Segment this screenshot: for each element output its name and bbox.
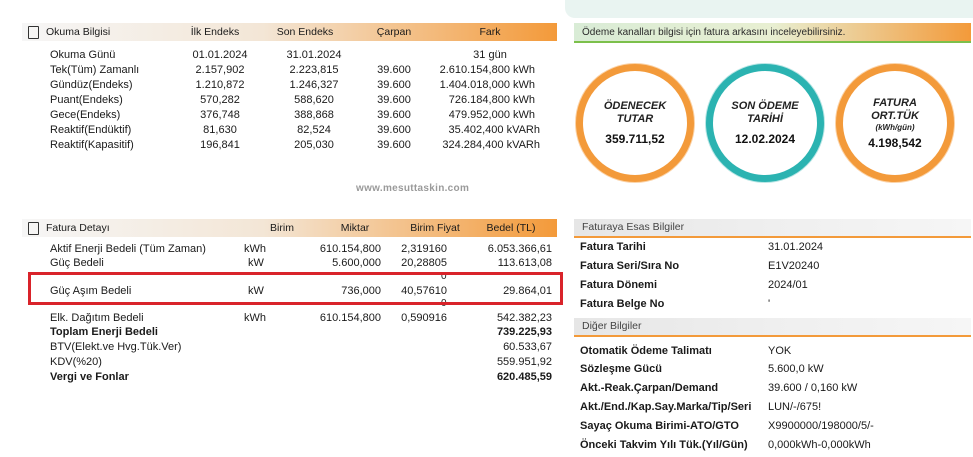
okuma-row-son: 82,524 xyxy=(297,124,331,136)
okuma-row-label: Puant(Endeks) xyxy=(50,94,123,106)
diger-row-value: 5.600,0 kW xyxy=(768,363,824,375)
fatura-row-birim: kWh xyxy=(244,312,266,324)
okuma-col-son: Son Endeks xyxy=(276,26,334,38)
odenecek-tutar-circle xyxy=(576,64,694,182)
odeme-banner-underline xyxy=(574,41,971,43)
diger-row-label: Akt./End./Kap.Say.Marka/Tip/Seri xyxy=(580,401,752,413)
odenecek-label-1: ÖDENECEK xyxy=(603,100,667,112)
fatura-row-label: Vergi ve Fonlar xyxy=(50,371,129,383)
fatura-row-miktar: 610.154,800 xyxy=(319,243,381,255)
esas-row-label: Fatura Dönemi xyxy=(580,279,658,291)
ortuk-label-2: ORT.TÜK xyxy=(871,109,919,122)
okuma-row-label: Okuma Günü xyxy=(50,49,116,61)
overflow-digit-bottom: 0 xyxy=(441,298,447,309)
okuma-row-ilk: 81,630 xyxy=(203,124,237,136)
fatura-row-miktar: 5.600,000 xyxy=(332,257,381,269)
okuma-row-fark: 324.284,400 kVARh xyxy=(442,139,540,151)
okuma-row-fark: 726.184,800 kWh xyxy=(448,94,535,106)
okuma-row-son: 2.223,815 xyxy=(289,64,339,76)
diger-header-underline xyxy=(574,335,971,337)
okuma-row-label: Reaktif(Kapasitif) xyxy=(50,139,134,151)
fatura-row-bedel: 113.613,08 xyxy=(497,257,552,269)
fatura-row-birim: kW xyxy=(248,285,264,297)
esas-row-label: Fatura Tarihi xyxy=(580,241,646,253)
okuma-col-carpan: Çarpan xyxy=(376,26,412,38)
fatura-row-bedel: 6.053.366,61 xyxy=(487,243,552,255)
meter-icon xyxy=(28,26,39,39)
ortuk-value: 4.198,542 xyxy=(868,135,922,150)
okuma-row-fark: 31 gün xyxy=(473,49,507,61)
ortuk-sub: (kWh/gün) xyxy=(875,122,915,132)
okuma-row-ilk: 570,282 xyxy=(200,94,240,106)
okuma-row-carpan: 39.600 xyxy=(377,124,411,136)
okuma-row-ilk: 376,748 xyxy=(200,109,240,121)
fatura-row-label: KDV(%20) xyxy=(50,356,102,368)
okuma-row-carpan: 39.600 xyxy=(377,94,411,106)
okuma-row-label: Gündüz(Endeks) xyxy=(50,79,133,91)
okuma-row-fark: 479.952,000 kWh xyxy=(448,109,535,121)
watermark: www.mesuttaskin.com xyxy=(356,183,470,194)
okuma-row-son: 1.246,327 xyxy=(289,79,339,91)
diger-row-label: Akt.-Reak.Çarpan/Demand xyxy=(580,382,719,394)
fatura-row-bedel: 542.382,23 xyxy=(496,312,552,324)
okuma-row-ilk: 1.210,872 xyxy=(195,79,245,91)
okuma-row-carpan: 39.600 xyxy=(377,79,411,91)
okuma-row-label: Tek(Tüm) Zamanlı xyxy=(50,64,140,76)
fatura-row-label: Toplam Enerji Bedeli xyxy=(50,326,158,338)
fatura-col-miktar: Miktar xyxy=(340,222,370,234)
okuma-row-ilk: 01.01.2024 xyxy=(192,49,248,61)
ortuk-label-1: FATURA xyxy=(873,96,917,109)
fatura-row-label: Aktif Enerji Bedeli (Tüm Zaman) xyxy=(50,243,206,255)
fatura-col-bedel: Bedel (TL) xyxy=(486,222,536,234)
fatura-row-fiyat: 20,28805 xyxy=(401,257,447,269)
fatura-row-birim: kWh xyxy=(244,243,266,255)
diger-row-label: Sayaç Okuma Birimi-ATO/GTO xyxy=(580,420,739,432)
okuma-row-ilk: 196,841 xyxy=(200,139,240,151)
okuma-row-fark: 1.404.018,000 kWh xyxy=(439,79,535,91)
fatura-row-miktar: 736,000 xyxy=(341,285,381,297)
okuma-row-carpan: 39.600 xyxy=(377,139,411,151)
okuma-col-ilk: İlk Endeks xyxy=(190,26,240,38)
fatura-row-fiyat: 40,57610 xyxy=(401,285,447,297)
fatura-row-label: Güç Bedeli xyxy=(50,257,104,269)
fatura-row-bedel: 559.951,92 xyxy=(496,356,552,368)
diger-row-label: Otomatik Ödeme Talimatı xyxy=(580,345,712,357)
fatura-col-fiyat: Birim Fiyat xyxy=(410,222,460,234)
diger-row-label: Önceki Takvim Yılı Tük.(Yıl/Gün) xyxy=(580,439,748,451)
diger-row-value: LUN/-/675! xyxy=(768,401,822,413)
diger-row-value: YOK xyxy=(768,345,792,357)
fatura-row-label: Güç Aşım Bedeli xyxy=(50,285,132,297)
fatura-row-bedel: 620.485,59 xyxy=(496,371,552,383)
son-odeme-value: 12.02.2024 xyxy=(734,132,796,146)
okuma-row-ilk: 2.157,902 xyxy=(195,64,245,76)
okuma-title: Okuma Bilgisi xyxy=(46,26,111,38)
okuma-col-fark: Fark xyxy=(479,26,501,38)
okuma-row-son: 588,620 xyxy=(294,94,334,106)
highlight-box xyxy=(28,272,563,305)
diger-row-value: 0,000kWh-0,000kWh xyxy=(768,439,871,451)
fatura-row-miktar: 610.154,800 xyxy=(319,312,381,324)
fatura-row-bedel: 29.864,01 xyxy=(503,285,552,297)
fatura-ort-tuk-circle xyxy=(836,64,954,182)
esas-row-value: 2024/01 xyxy=(768,279,808,291)
fatura-row-label: BTV(Elekt.ve Hvg.Tük.Ver) xyxy=(50,341,182,353)
okuma-row-fark: 2.610.154,800 kWh xyxy=(439,64,535,76)
diger-row-value: X9900000/198000/5/- xyxy=(768,420,874,432)
invoice-icon xyxy=(28,222,39,235)
okuma-row-carpan: 39.600 xyxy=(377,64,411,76)
odenecek-value: 359.711,52 xyxy=(605,132,665,146)
esas-row-value: ' xyxy=(768,298,771,310)
okuma-row-carpan: 39.600 xyxy=(377,109,411,121)
diger-title: Diğer Bilgiler xyxy=(582,320,642,332)
okuma-row-son: 31.01.2024 xyxy=(286,49,342,61)
fatura-row-bedel: 739.225,93 xyxy=(496,326,552,338)
son-odeme-tarihi-circle xyxy=(706,64,824,182)
esas-row-value: 31.01.2024 xyxy=(768,241,824,253)
fatura-detay-title: Fatura Detayı xyxy=(46,222,110,234)
fatura-row-fiyat: 0,590916 xyxy=(401,312,447,324)
okuma-row-son: 205,030 xyxy=(294,139,334,151)
fatura-row-fiyat: 2,319160 xyxy=(401,243,447,255)
esas-header-underline xyxy=(574,236,971,238)
overflow-digit-top: 0 xyxy=(441,271,447,282)
odeme-banner-text: Ödeme kanalları bilgisi için fatura arkasını inceleyebilirsiniz. xyxy=(582,27,846,38)
okuma-row-fark: 35.402,400 kVARh xyxy=(448,124,540,136)
okuma-row-label: Gece(Endeks) xyxy=(50,109,121,121)
esas-row-label: Fatura Seri/Sıra No xyxy=(580,260,680,272)
okuma-row-label: Reaktif(Endüktif) xyxy=(50,124,132,136)
son-odeme-label-2: TARİHİ xyxy=(747,113,783,125)
esas-row-value: E1V20240 xyxy=(768,260,820,272)
diger-row-label: Sözleşme Gücü xyxy=(580,363,662,375)
okuma-row-son: 388,868 xyxy=(294,109,334,121)
diger-row-value: 39.600 / 0,160 kW xyxy=(768,382,858,394)
fatura-row-birim: kW xyxy=(248,257,264,269)
fatura-col-birim: Birim xyxy=(270,222,294,234)
top-right-panel xyxy=(565,0,973,18)
esas-row-label: Fatura Belge No xyxy=(580,298,665,310)
son-odeme-label-1: SON ÖDEME xyxy=(731,100,799,112)
odenecek-label-2: TUTAR xyxy=(616,113,654,125)
fatura-row-label: Elk. Dağıtım Bedeli xyxy=(50,312,144,324)
fatura-row-bedel: 60.533,67 xyxy=(503,341,552,353)
esas-title: Faturaya Esas Bilgiler xyxy=(582,221,685,233)
